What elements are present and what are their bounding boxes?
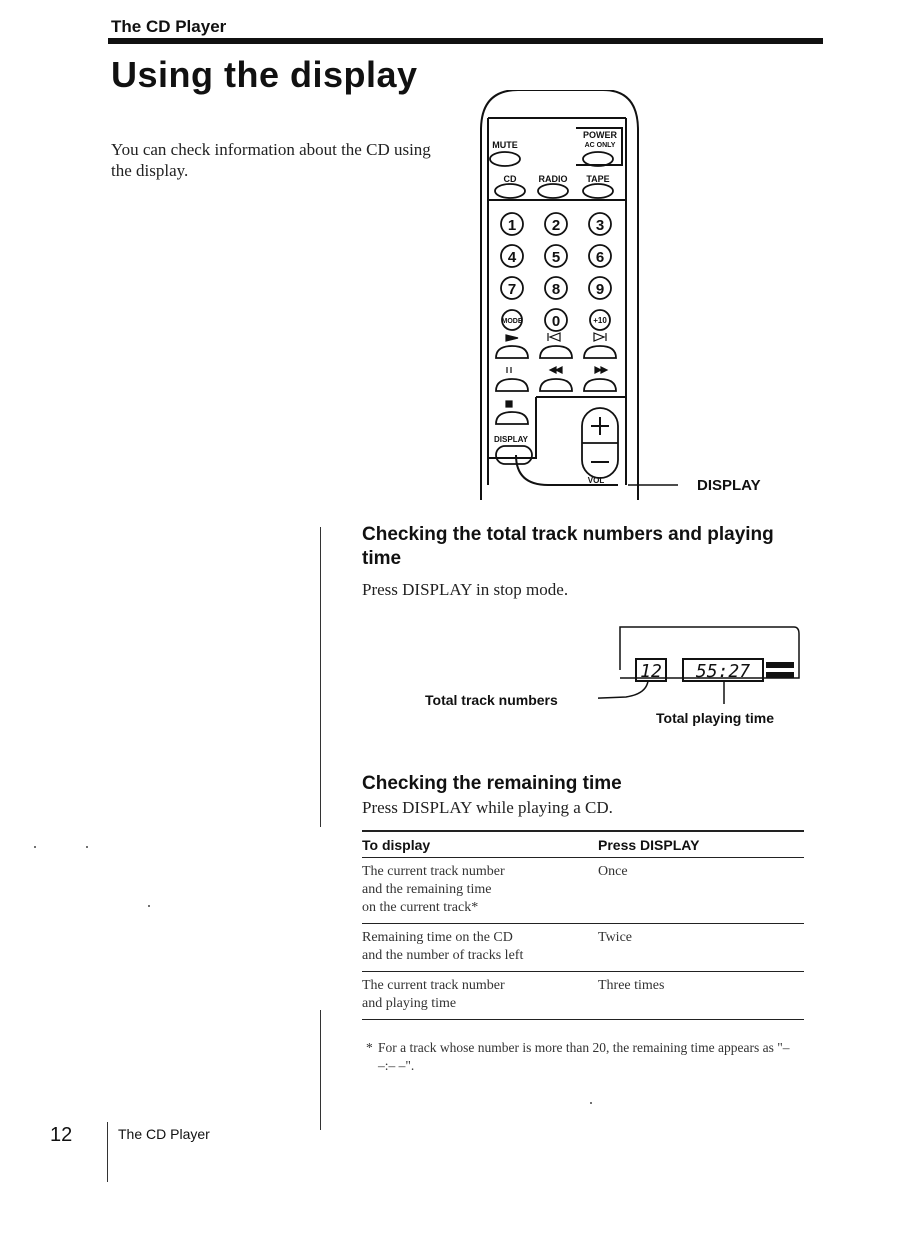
footnote-text: For a track whose number is more than 20, the remaining time appears as "– –:– –". <box>378 1040 790 1073</box>
row-display-cell: The current track number and playing time <box>362 978 505 1011</box>
vol-label: VOL <box>587 476 605 485</box>
page-number: 12 <box>50 1124 73 1146</box>
instruction-stop-mode: Press DISPLAY in stop mode. <box>362 580 569 599</box>
footer-section: The CD Player <box>118 1126 210 1142</box>
instruction-while-playing: Press DISPLAY while playing a CD. <box>362 798 613 817</box>
digit-3: 3 <box>595 217 605 234</box>
footnote <box>366 1039 806 1075</box>
footnote-mark: * <box>366 1040 373 1055</box>
heading-total-track: Checking the total track numbers and playing time <box>362 524 774 569</box>
table-header <box>362 832 804 857</box>
power-label: POWER <box>582 130 618 140</box>
row-press-cell: Once <box>598 864 628 879</box>
display-button <box>496 446 532 464</box>
row-press-cell: Three times <box>598 978 665 993</box>
heading-remaining-time: Checking the remaining time <box>362 773 622 794</box>
row-display-cell: Remaining time on the CD and the number of tracks left <box>362 930 524 963</box>
cd-button <box>495 184 525 198</box>
mute-button <box>490 152 520 166</box>
table-row <box>362 972 804 1019</box>
remote-control-illustration <box>478 90 678 500</box>
header-press-display: Press DISPLAY <box>598 837 700 853</box>
display-callout-label: DISPLAY <box>697 477 761 494</box>
digit-2: 2 <box>551 217 561 234</box>
ff-button <box>584 379 616 391</box>
display-modes-table <box>362 830 804 1020</box>
power-button <box>583 152 613 166</box>
display-label: DISPLAY <box>494 435 528 444</box>
footer-divider <box>107 1122 108 1182</box>
label-total-playing-time: Total playing time <box>656 710 774 726</box>
column-divider <box>320 527 321 827</box>
speck <box>590 1102 592 1104</box>
fast-forward-icon <box>595 367 607 373</box>
page-title: Using the display <box>111 54 418 95</box>
mode-label: MODE <box>501 318 523 325</box>
lcd-total-time: 55:27 <box>695 661 751 682</box>
stop-icon <box>506 401 512 407</box>
digit-6: 6 <box>595 249 605 266</box>
speck <box>34 846 36 848</box>
pause-button <box>496 379 528 391</box>
next-button <box>584 346 616 358</box>
play-icon <box>506 335 518 341</box>
plus10-label: +10 <box>593 316 607 325</box>
digit-0: 0 <box>551 313 561 330</box>
rewind-icon <box>550 367 562 373</box>
radio-label: RADIO <box>538 174 568 184</box>
lcd-track-count: 12 <box>640 661 662 682</box>
pause-icon <box>507 367 511 373</box>
digit-5: 5 <box>551 249 561 266</box>
mute-label: MUTE <box>492 140 518 150</box>
label-total-track-numbers: Total track numbers <box>425 692 558 708</box>
speck <box>148 905 150 907</box>
table-bottom-rule <box>362 1019 804 1020</box>
prev-track-icon <box>548 333 560 341</box>
digit-9: 9 <box>595 281 605 298</box>
cd-label: CD <box>503 174 517 184</box>
lcd-display-illustration <box>598 622 810 712</box>
prev-button <box>540 346 572 358</box>
tape-button <box>583 184 613 198</box>
header-to-display: To display <box>362 837 431 853</box>
header-rule <box>108 38 823 44</box>
tape-label: TAPE <box>586 174 610 184</box>
column-divider-lower <box>320 1010 321 1130</box>
intro-text: You can check information about the CD using the display. <box>111 140 431 180</box>
speck <box>86 846 88 848</box>
radio-button <box>538 184 568 198</box>
digit-8: 8 <box>551 281 561 298</box>
digit-4: 4 <box>507 249 517 266</box>
row-press-cell: Twice <box>598 930 633 945</box>
digit-1: 1 <box>507 217 517 234</box>
table-row <box>362 924 804 971</box>
ac-only-label: AC ONLY <box>584 142 616 149</box>
play-button <box>496 346 528 358</box>
table-row <box>362 858 804 923</box>
rewind-button <box>540 379 572 391</box>
next-track-icon <box>594 333 606 341</box>
row-display-cell: The current track number and the remaining time on the current track* <box>362 864 505 915</box>
section-label: The CD Player <box>111 17 227 36</box>
digit-7: 7 <box>507 281 517 298</box>
stop-button <box>496 412 528 424</box>
